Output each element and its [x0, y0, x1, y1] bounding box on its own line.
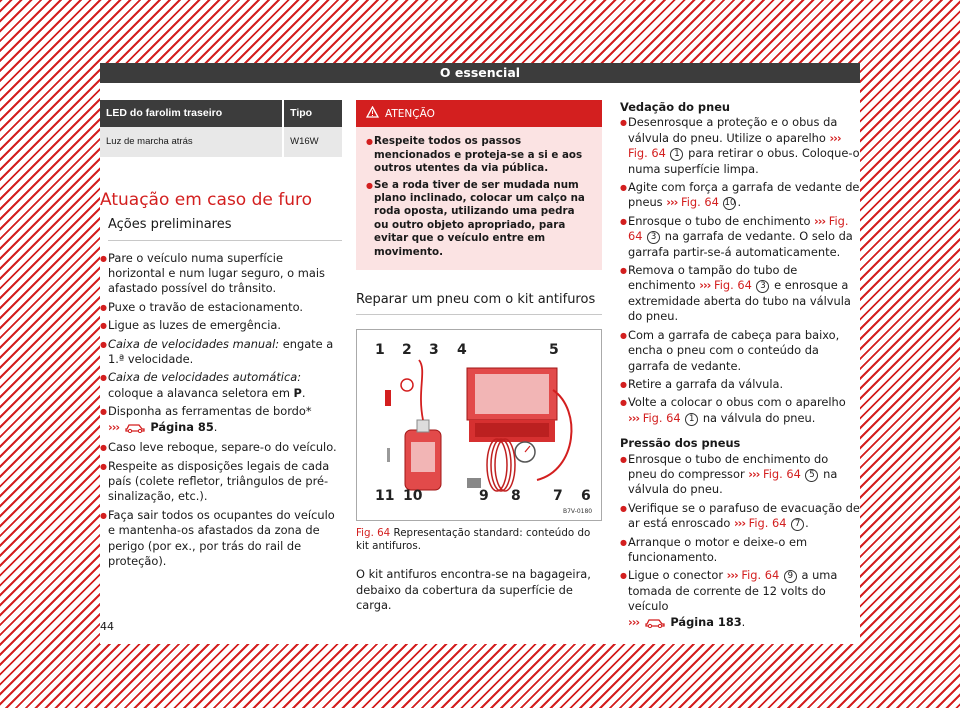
- list-item-text: Puxe o travão de estacionamento.: [108, 299, 303, 314]
- table-header-cell: Tipo: [283, 100, 342, 127]
- callout-number: 1: [685, 413, 698, 426]
- list-item-text: Disponha as ferramentas de bordo*: [108, 404, 312, 419]
- table-cell: W16W: [283, 127, 342, 156]
- reference-arrows: ›››: [699, 278, 711, 293]
- list-item-text: Respeite as disposições legais de cada país (colete refletor, triângulos de pré-sinalização, etc.).: [108, 458, 330, 504]
- car-book-icon: [645, 616, 665, 632]
- list-item-text: Pare o veículo numa superfície horizontal e num lugar seguro, o mais afastado possível do trânsito.: [108, 250, 325, 296]
- figure-callout-label: 9: [479, 488, 489, 505]
- list-item: [100, 337, 342, 368]
- page-reference-link[interactable]: Página 85: [150, 419, 214, 434]
- light-table: [100, 100, 342, 157]
- list-item-text: Verifique se o parafuso de evacuação de ar está enroscado: [628, 500, 860, 531]
- list-item-text: Faça sair todos os ocupantes do veículo e mantenha-os afastados da zona de perigo (por ex., por trás do rail de proteção).: [108, 507, 335, 568]
- callout-number: 1: [670, 148, 683, 161]
- figure-callout-label: 10: [403, 488, 423, 505]
- figure-link[interactable]: Fig. 64: [713, 278, 752, 293]
- callout-number: 9: [784, 570, 797, 583]
- list-item: [100, 318, 342, 333]
- list-item-text: Enrosque o tubo de enchimento do pneu do compressor: [628, 451, 829, 481]
- figure-caption: [356, 527, 602, 553]
- kit-figure: [356, 329, 602, 521]
- list-item: [620, 452, 860, 498]
- list-item: [100, 508, 342, 570]
- list-item-text: Desenrosque a proteção e o obus da válvula do pneu. Utilize o aparelho: [628, 115, 838, 145]
- subsection-title: Ações preliminares: [108, 217, 342, 240]
- list-item-text: Caso leve reboque, separe-o do veículo.: [108, 440, 337, 455]
- list-item: [620, 377, 860, 392]
- callout-number: 10: [724, 198, 736, 209]
- list-item: ● Ligue o conector ››› Fig. 64 9 a uma tomada de corrente de 12 volts do veículo ››› Página 183.: [620, 568, 860, 632]
- figure-link[interactable]: Fig. 64: [628, 213, 849, 244]
- figure-callout-label: 2: [402, 342, 412, 359]
- figure-callout-label: 8: [511, 488, 521, 505]
- figure-link[interactable]: Fig. 64: [628, 146, 666, 161]
- page-header: O essencial: [100, 63, 860, 83]
- list-item: [620, 115, 860, 177]
- warning-body: [356, 127, 602, 270]
- figure-link[interactable]: Fig. 64: [748, 516, 787, 531]
- list-item: [620, 328, 860, 374]
- section-title: Atuação em caso de furo: [100, 189, 313, 210]
- list-item-text: a uma tomada de corrente de 12 volts do veículo: [628, 568, 838, 614]
- gear-position: P: [293, 385, 302, 400]
- car-book-icon: [125, 421, 145, 437]
- list-item-emphasis: Caixa de velocidades automática:: [108, 370, 302, 385]
- list-item: [100, 459, 342, 505]
- list-item-text: e enrosque a extremidade aberta do tubo na válvula do pneu.: [628, 278, 851, 324]
- reference-arrows: ›››: [748, 466, 760, 481]
- table-header-row: [100, 100, 342, 127]
- list-item: ● Caixa de velocidades automática: coloque a alavanca seletora em P.: [100, 370, 342, 401]
- list-item-text: para retirar o obus. Coloque-o numa superfície limpa.: [628, 146, 860, 176]
- list-item: [620, 535, 860, 566]
- reference-arrows: ›››: [829, 130, 841, 145]
- list-item-text: Enrosque o tubo de enchimento: [628, 213, 811, 228]
- figure-callout-label: 3: [429, 342, 439, 359]
- figure-callout-label: 4: [457, 342, 467, 359]
- reference-arrows: ›››: [628, 614, 640, 629]
- list-item-text: Ligue o conector: [628, 568, 724, 583]
- kit-title: Reparar um pneu com o kit antifuros: [356, 292, 602, 315]
- list-item-text: Com a garrafa de cabeça para baixo, encha o pneu com o conteúdo da garrafa de vedante.: [628, 327, 840, 373]
- figure-code: B7V-0180: [563, 508, 593, 516]
- callout-number: 5: [805, 469, 818, 482]
- table-cell: Luz de marcha atrás: [100, 127, 283, 156]
- column-left: [100, 100, 342, 572]
- list-item-text: Agite com força a garrafa de vedante de pneus: [628, 180, 860, 210]
- reference-arrows: ›››: [666, 195, 678, 210]
- callout-number: 3: [647, 231, 660, 244]
- figure-callout-label: 5: [549, 342, 559, 359]
- list-item-text: Remova o tampão do tubo de enchimento: [628, 263, 798, 293]
- figure-link[interactable]: Fig. 64: [762, 466, 801, 481]
- list-item: [100, 440, 342, 455]
- list-item: [620, 263, 860, 325]
- list-item: [100, 300, 342, 315]
- figure-ref: Fig. 64: [356, 527, 391, 540]
- page-number: 44: [100, 620, 114, 633]
- caption-text: Representação standard: conteúdo do kit antifuros.: [356, 527, 591, 553]
- callout-number: 7: [791, 518, 804, 531]
- list-item: [100, 251, 342, 297]
- figure-callout-label: 6: [581, 488, 591, 505]
- list-item: ● Disponha as ferramentas de bordo* ››› Página 85.: [100, 404, 342, 437]
- list-item-text: na garrafa de vedante. O selo da garrafa partir-se-á automaticamente.: [628, 229, 853, 259]
- list-item-text: Volte a colocar o obus com o aparelho: [628, 395, 846, 410]
- pressure-title: Pressão dos pneus: [620, 436, 741, 451]
- figure-link[interactable]: Fig. 64: [741, 568, 780, 583]
- figure-link[interactable]: Fig. 64: [680, 195, 719, 210]
- figure-callout-label: 7: [553, 488, 563, 505]
- kit-illustration: [357, 330, 601, 520]
- list-item: ● Verifique se o parafuso de evacuação de ar está enroscado ››› Fig. 64 7 .: [620, 501, 860, 532]
- list-item: [620, 395, 860, 426]
- reference-arrows: ›››: [733, 516, 746, 531]
- figure-link[interactable]: Fig. 64: [642, 410, 681, 425]
- figure-callout-label: 11: [375, 488, 395, 505]
- list-item-text: na válvula do pneu.: [702, 410, 816, 425]
- seal-title: Vedação do pneu: [620, 100, 731, 114]
- callout-number: 3: [756, 280, 769, 293]
- list-item-text: na válvula do pneu.: [628, 466, 838, 497]
- kit-paragraph: O kit antifuros encontra-se na bagageira, debaixo da cobertura da superfície de carga.: [356, 567, 591, 613]
- figure-callout-label: 1: [375, 342, 385, 359]
- table-row: [100, 127, 342, 156]
- page-reference-link[interactable]: Página 183: [670, 614, 742, 629]
- list-item-text: Respeite todos os passos mencionados e proteja-se a si e aos outros utentes da via pública.: [374, 135, 583, 175]
- reference-arrows: ›››: [726, 568, 738, 583]
- list-item-text: Se a roda tiver de ser mudada num plano inclinado, colocar um calço na roda oposta, utilizando uma pedra ou outro objeto apropriado, para evitar que o veículo entre em movimento.: [374, 178, 585, 258]
- column-middle: [356, 100, 602, 614]
- column-right: [620, 100, 860, 635]
- table-header-cell: LED do farolim traseiro: [100, 100, 283, 127]
- list-item: [620, 214, 860, 260]
- warning-box: [356, 100, 602, 270]
- list-item-text: Retire a garrafa da válvula.: [628, 376, 784, 391]
- reference-arrows: ›››: [814, 213, 826, 228]
- list-item-text: Arranque o motor e deixe-o em funcionamento.: [628, 534, 808, 564]
- warning-label: ATENÇÃO: [385, 108, 435, 120]
- reference-arrows: ›››: [628, 410, 640, 425]
- list-item: ● Agite com força a garrafa de vedante de pneus ››› Fig. 64 10 .: [620, 180, 860, 211]
- warning-header: [356, 100, 602, 127]
- warning-triangle-icon: [366, 106, 379, 123]
- list-item: [366, 135, 592, 175]
- reference-arrows: ›››: [108, 419, 120, 434]
- list-item-text: engate a 1.ª velocidade.: [108, 336, 334, 367]
- list-item-text: Ligue as luzes de emergência.: [108, 318, 281, 333]
- list-item-emphasis: Caixa de velocidades manual:: [108, 336, 280, 351]
- list-item: [366, 179, 592, 259]
- list-item-text: coloque a alavanca seletora em: [108, 385, 294, 400]
